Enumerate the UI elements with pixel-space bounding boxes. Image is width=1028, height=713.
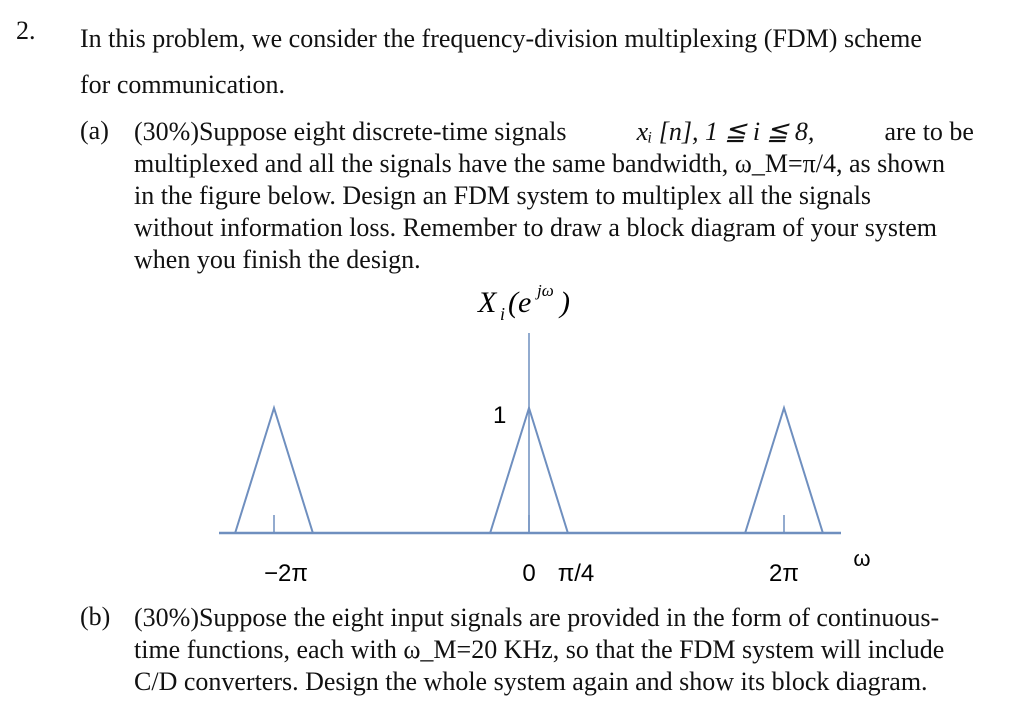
figure-ylabel-main: X (478, 286, 497, 319)
part-b-text (134, 602, 974, 698)
part-a-line-4: without information loss. Remember to draw a block diagram of your system (134, 213, 937, 242)
part-b-line-3: C/D converters. Design the whole system again and show its block diagram. (134, 667, 928, 696)
part-a-label: (a) (80, 116, 109, 145)
part-b-line-1: (30%)Suppose the eight input signals are provided in the form of continuous- (134, 603, 940, 632)
intro-line-1: In this problem, we consider the frequency-division multiplexing (FDM) scheme (80, 24, 922, 53)
spectrum-triangle-2 (745, 408, 823, 533)
peak-label: 1 (493, 402, 507, 429)
figure-ylabel-sub: i (500, 304, 506, 324)
part-a-line-2: multiplexed and all the signals have the same bandwidth, ω_M=π/4, as shown (134, 149, 946, 178)
spectrum-triangle-0 (235, 408, 313, 533)
part-a-line-3: in the figure below. Design an FDM system to multiplex all the signals (134, 181, 872, 210)
part-b-line-2: time functions, each with ω_M=20 KHz, so that the FDM system will include (134, 635, 945, 664)
tick-label-2pi: 2π (769, 560, 799, 587)
problem-number: 2. (16, 16, 36, 45)
intro-line-2: for communication. (80, 70, 286, 99)
figure-ylabel-paren-open: (e (508, 286, 532, 319)
tick-label-0: 0 (522, 560, 536, 587)
axis-label-omega: ω (853, 546, 871, 571)
figure-ylabel-paren-close: ) (560, 286, 570, 319)
part-a-line-1-pre: (30%)Suppose eight discrete-time signals (134, 117, 567, 146)
tick-label-pi-over-4: π/4 (557, 560, 595, 587)
part-b-label: (b) (80, 602, 111, 631)
part-a-line-5: when you finish the design. (134, 245, 421, 274)
tick-label-neg-2pi: −2π (264, 560, 308, 587)
figure-ylabel-sup: jω (537, 281, 554, 300)
part-a-line-1-post: are to be (884, 117, 974, 146)
part-a-line-1-math: xᵢ [n], 1 ≦ i ≦ 8, (636, 117, 815, 146)
